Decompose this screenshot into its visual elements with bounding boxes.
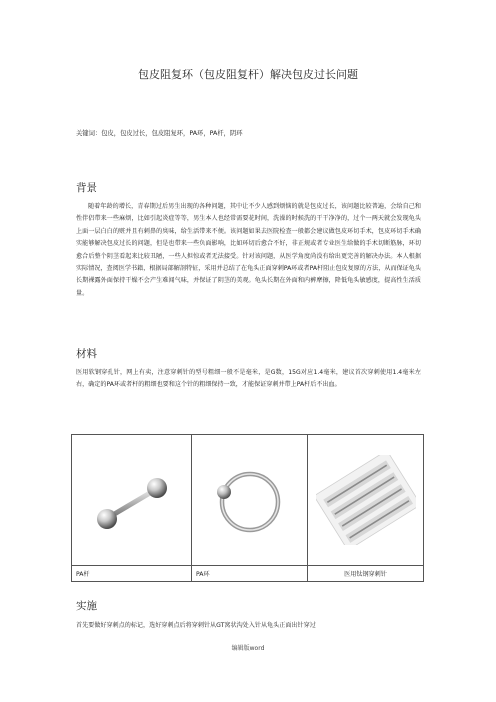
caption-needles: 医用钛钢穿刺针 [308,566,424,582]
implementation-heading: 实施 [76,600,97,612]
materials-paragraph: 医用软钢穿孔针，网上有卖，注意穿刺针的型号粗细一般不是毫米，是G数，15G对应1.4毫米，建议首次穿刺使用1.4毫米左右，确定的PA环或者杆的粗细也要和这个针的粗细保持一致，才能保证穿刺并带上PA杆后不出血。 [76,369,421,389]
image-cell-ring [192,435,308,566]
image-cell-barbell [72,435,192,566]
materials-heading: 材料 [76,348,97,360]
implementation-paragraph: 首先要做好穿刺点的标记，选好穿刺点后将穿刺针从GT窝状沟处入针从龟头正面出针穿过 [76,622,316,629]
caption-ring: PA环 [192,566,308,582]
piercing-needles-image [316,455,416,545]
page-footer: 编辑版word [231,645,265,652]
image-table [71,434,424,582]
background-paragraph: 随着年龄的增长，青春期过后男生出现的各种问题，其中让不少人感到烦恼的就是包皮过长，该问题比较普遍，会给自己和性伴侣带来一些麻烦，比如引起炎症等等，男生本人也经常需要花时间，洗澡的时候洗的干干净净的，过个一两天就会发现龟头上面一层白白的赃并且有刺鼻的臭味，给生活带来不便。该问题如果去医院检查一般都会建议做包皮环切手术，包皮环切手术确实能够解决包皮过长的问题，但是也带来一些负面影响，比如环切后愈合不好，非正规或者专业医生给做的手术切断筋脉，环切愈合后整个阴茎看起来比较丑陋，一些人担惊或者无法接受。针对该问题，从医学角度尚没有给出更完善的解决办法。本人根据实际情况，查阅医学书籍，根据局部解剖特征，采用并总结了在龟头正面穿刺PA环或者PA杆阻止包皮复原的方法，从而保证龟头长期裸露外面保持干燥不会产生难闻气味，并保证了阴茎的美观。龟头长期在外面和内裤摩擦，降低龟头敏感度，提高性生活质量。 [76,203,421,297]
document-title: 包皮阻复环（包皮阻复杆）解决包皮过长问题 [138,68,358,81]
barbell-image [87,460,177,540]
caption-barbell: PA杆 [72,566,192,582]
captive-ring-image [210,460,290,540]
background-heading: 背景 [76,182,97,194]
keywords-line: 关键词：包皮，包皮过长，包皮阻复环，PA环，PA杆，阴环 [76,130,243,137]
image-cell-needles [308,435,424,566]
